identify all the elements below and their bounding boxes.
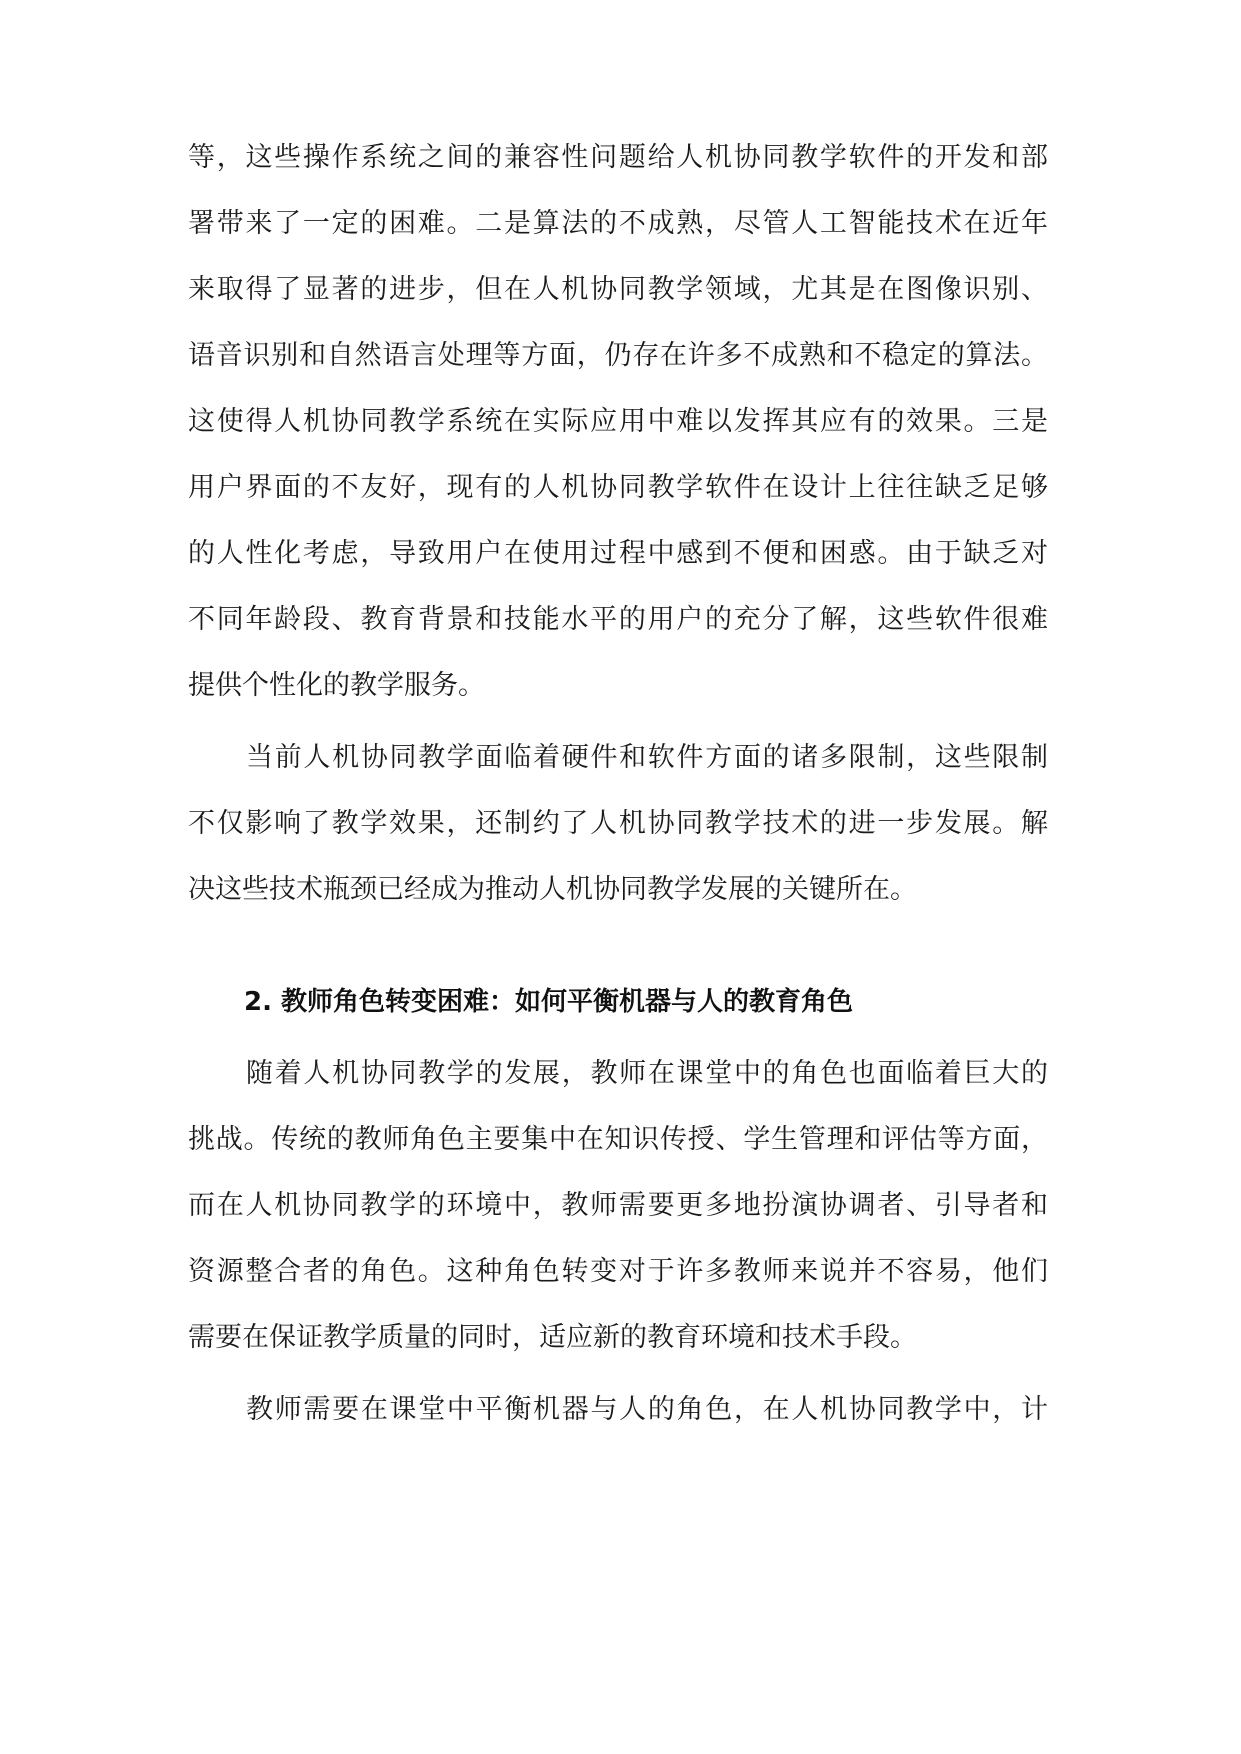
paragraph-line: 提供个性化的教学服务。	[188, 670, 485, 701]
paragraph-line: 等，这些操作系统之间的兼容性问题给人机协同教学软件的开发和部	[188, 142, 1048, 173]
paragraph-line: 教师需要在课堂中平衡机器与人的角色，在人机协同教学中，计	[246, 1394, 1048, 1425]
paragraph-line: 这使得人机协同教学系统在实际应用中难以发挥其应有的效果。三是	[188, 406, 1048, 437]
paragraph-line: 来取得了显著的进步，但在人机协同教学领域，尤其是在图像识别、	[188, 274, 1048, 305]
paragraph-line: 不同年龄段、教育背景和技能水平的用户的充分了解，这些软件很难	[188, 604, 1048, 635]
paragraph-line: 而在人机协同教学的环境中，教师需要更多地扮演协调者、引导者和	[188, 1190, 1048, 1221]
paragraph-line: 的人性化考虑，导致用户在使用过程中感到不便和困惑。由于缺乏对	[188, 538, 1048, 569]
paragraph-line: 用户界面的不友好，现有的人机协同教学软件在设计上往往缺乏足够	[188, 472, 1048, 503]
paragraph-line: 资源整合者的角色。这种角色转变对于许多教师来说并不容易，他们	[188, 1256, 1048, 1287]
paragraph-line: 不仅影响了教学效果，还制约了人机协同教学技术的进一步发展。解	[188, 808, 1048, 839]
section-heading: 2. 教师角色转变困难：如何平衡机器与人的教育角色	[244, 987, 854, 1017]
paragraph-line: 挑战。传统的教师角色主要集中在知识传授、学生管理和评估等方面，	[188, 1124, 1048, 1155]
paragraph-line: 当前人机协同教学面临着硬件和软件方面的诸多限制，这些限制	[246, 742, 1048, 773]
paragraph-line: 语音识别和自然语言处理等方面，仍存在许多不成熟和不稳定的算法。	[188, 340, 1048, 371]
paragraph-line: 决这些技术瓶颈已经成为推动人机协同教学发展的关键所在。	[188, 874, 917, 905]
paragraph-line: 随着人机协同教学的发展，教师在课堂中的角色也面临着巨大的	[246, 1058, 1048, 1089]
paragraph-line: 署带来了一定的困难。二是算法的不成熟，尽管人工智能技术在近年	[188, 208, 1048, 239]
paragraph-line: 需要在保证教学质量的同时，适应新的教育环境和技术手段。	[188, 1322, 917, 1353]
